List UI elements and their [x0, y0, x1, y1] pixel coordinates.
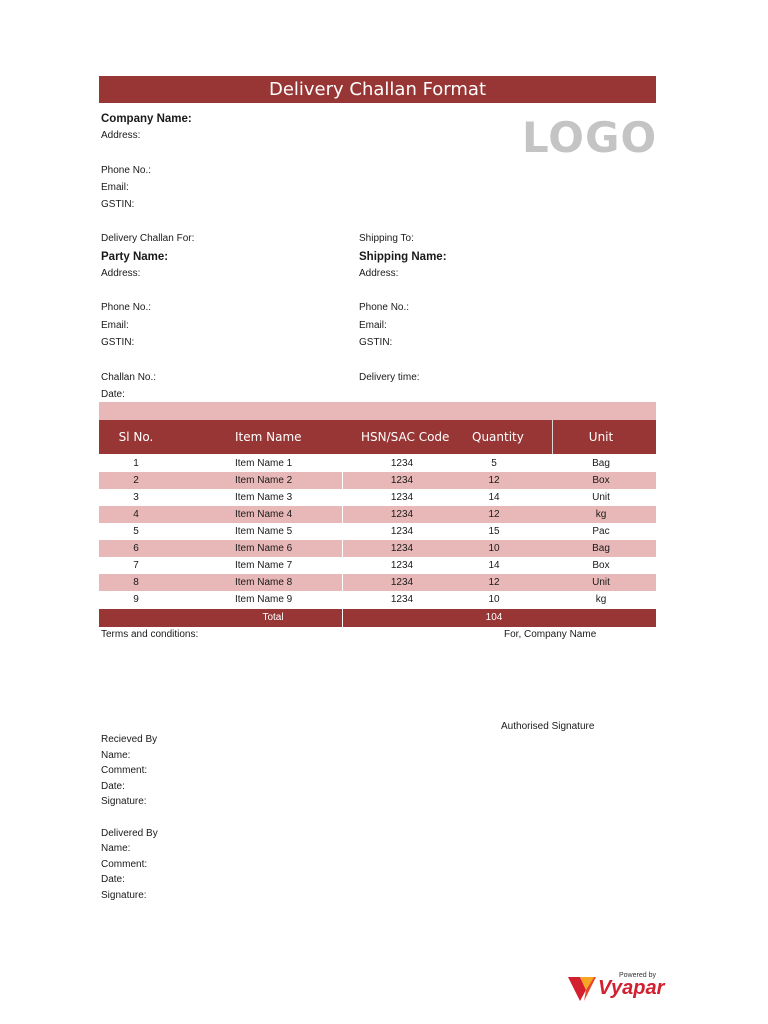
cell-quantity: 12: [488, 509, 500, 520]
cell-quantity: 12: [488, 475, 500, 486]
column-divider: [342, 506, 343, 523]
cell-hsn: 1234: [390, 458, 414, 469]
delivery-time-label: Delivery time:: [359, 372, 420, 383]
party-name-label: Party Name:: [101, 251, 169, 263]
table-top-band: [99, 402, 656, 420]
shipping-address-label: Address:: [359, 268, 399, 279]
cell-hsn: 1234: [390, 594, 414, 605]
table-row: [99, 506, 656, 523]
cell-unit: Pac: [592, 526, 610, 537]
cell-hsn: 1234: [390, 560, 414, 571]
column-divider: [342, 540, 343, 557]
cell-unit: Unit: [592, 492, 610, 503]
shipping-name-label: Shipping Name:: [359, 251, 447, 263]
table-row: [99, 523, 656, 540]
cell-quantity: 14: [488, 492, 500, 503]
authorised-signature-label: Authorised Signature: [501, 721, 595, 732]
cell-hsn: 1234: [390, 577, 414, 588]
cell-unit: kg: [595, 594, 607, 605]
header-item-name: Item Name: [235, 430, 302, 444]
cell-sl-no: 2: [133, 475, 139, 486]
received-by-heading: Recieved By: [101, 734, 158, 745]
cell-item-name: Item Name 5: [235, 526, 293, 537]
cell-unit: Unit: [592, 577, 610, 588]
cell-item-name: Item Name 7: [235, 560, 293, 571]
cell-unit: Box: [592, 560, 610, 571]
delivered-by-heading: Delivered By: [101, 828, 158, 839]
cell-item-name: Item Name 8: [235, 577, 293, 588]
delivered-by-comment-label: Comment:: [101, 859, 148, 870]
cell-unit: Bag: [592, 458, 610, 469]
total-label: Total: [262, 612, 284, 623]
cell-sl-no: 1: [133, 458, 139, 469]
table-row: [99, 455, 656, 472]
cell-quantity: 15: [488, 526, 500, 537]
cell-sl-no: 6: [133, 543, 139, 554]
cell-item-name: Item Name 2: [235, 475, 293, 486]
powered-by-label: Powered by: [619, 972, 656, 979]
column-divider: [342, 609, 343, 627]
table-row: [99, 472, 656, 489]
column-divider: [342, 455, 343, 472]
total-row: [99, 609, 656, 627]
received-by-comment-label: Comment:: [101, 765, 148, 776]
header-hsn-sac-code: HSN/SAC Code: [361, 430, 450, 444]
shipping-gstin-label: GSTIN:: [359, 337, 393, 348]
vyapar-brand-name: Vyapar: [598, 977, 665, 999]
challan-date-label: Date:: [101, 389, 125, 400]
cell-item-name: Item Name 6: [235, 543, 293, 554]
cell-quantity: 12: [488, 577, 500, 588]
party-address-label: Address:: [101, 268, 141, 279]
shipping-to-heading: Shipping To:: [359, 233, 414, 244]
logo-placeholder: LOGO: [522, 113, 658, 162]
challan-number-label: Challan No.:: [101, 372, 157, 383]
table-row: [99, 591, 656, 608]
header-sl-no: Sl No.: [118, 430, 154, 444]
header-quantity: Quantity: [472, 430, 524, 444]
company-email-label: Email:: [101, 182, 129, 193]
challan-for-heading: Delivery Challan For:: [101, 233, 195, 244]
cell-sl-no: 3: [133, 492, 139, 503]
column-divider: [342, 591, 343, 608]
cell-hsn: 1234: [390, 475, 414, 486]
company-name-label: Company Name:: [101, 113, 192, 125]
received-by-signature-label: Signature:: [101, 796, 147, 807]
delivered-by-signature-label: Signature:: [101, 890, 147, 901]
shipping-email-label: Email:: [359, 320, 387, 331]
table-header: [99, 420, 656, 454]
delivered-by-name-label: Name:: [101, 843, 131, 854]
cell-sl-no: 8: [133, 577, 139, 588]
header-unit: Unit: [588, 430, 614, 444]
cell-unit: kg: [595, 509, 607, 520]
table-row: [99, 540, 656, 557]
document-title: Delivery Challan Format: [99, 76, 656, 103]
cell-hsn: 1234: [390, 526, 414, 537]
cell-item-name: Item Name 3: [235, 492, 293, 503]
received-by-date-label: Date:: [101, 781, 125, 792]
cell-unit: Bag: [592, 543, 610, 554]
column-divider: [342, 557, 343, 574]
column-divider: [342, 523, 343, 540]
shipping-phone-label: Phone No.:: [359, 302, 410, 313]
company-gstin-label: GSTIN:: [101, 199, 135, 210]
cell-quantity: 10: [488, 543, 500, 554]
cell-item-name: Item Name 4: [235, 509, 293, 520]
delivered-by-date-label: Date:: [101, 874, 125, 885]
column-divider: [342, 489, 343, 506]
company-address-label: Address:: [101, 130, 141, 141]
cell-sl-no: 7: [133, 560, 139, 571]
table-row: [99, 557, 656, 574]
column-divider: [342, 574, 343, 591]
cell-item-name: Item Name 1: [235, 458, 293, 469]
cell-quantity: 10: [488, 594, 500, 605]
for-company-label: For, Company Name: [504, 629, 597, 640]
cell-hsn: 1234: [390, 492, 414, 503]
cell-quantity: 14: [488, 560, 500, 571]
party-email-label: Email:: [101, 320, 129, 331]
party-gstin-label: GSTIN:: [101, 337, 135, 348]
cell-hsn: 1234: [390, 509, 414, 520]
received-by-name-label: Name:: [101, 750, 131, 761]
cell-quantity: 5: [491, 458, 497, 469]
total-quantity: 104: [485, 612, 503, 623]
cell-sl-no: 9: [133, 594, 139, 605]
column-divider: [342, 472, 343, 489]
cell-hsn: 1234: [390, 543, 414, 554]
table-row: [99, 489, 656, 506]
table-row: [99, 574, 656, 591]
cell-unit: Box: [592, 475, 610, 486]
cell-sl-no: 5: [133, 526, 139, 537]
vyapar-branding: [566, 972, 666, 1004]
cell-sl-no: 4: [133, 509, 139, 520]
party-phone-label: Phone No.:: [101, 302, 152, 313]
terms-label: Terms and conditions:: [101, 629, 199, 640]
cell-item-name: Item Name 9: [235, 594, 293, 605]
company-phone-label: Phone No.:: [101, 165, 152, 176]
